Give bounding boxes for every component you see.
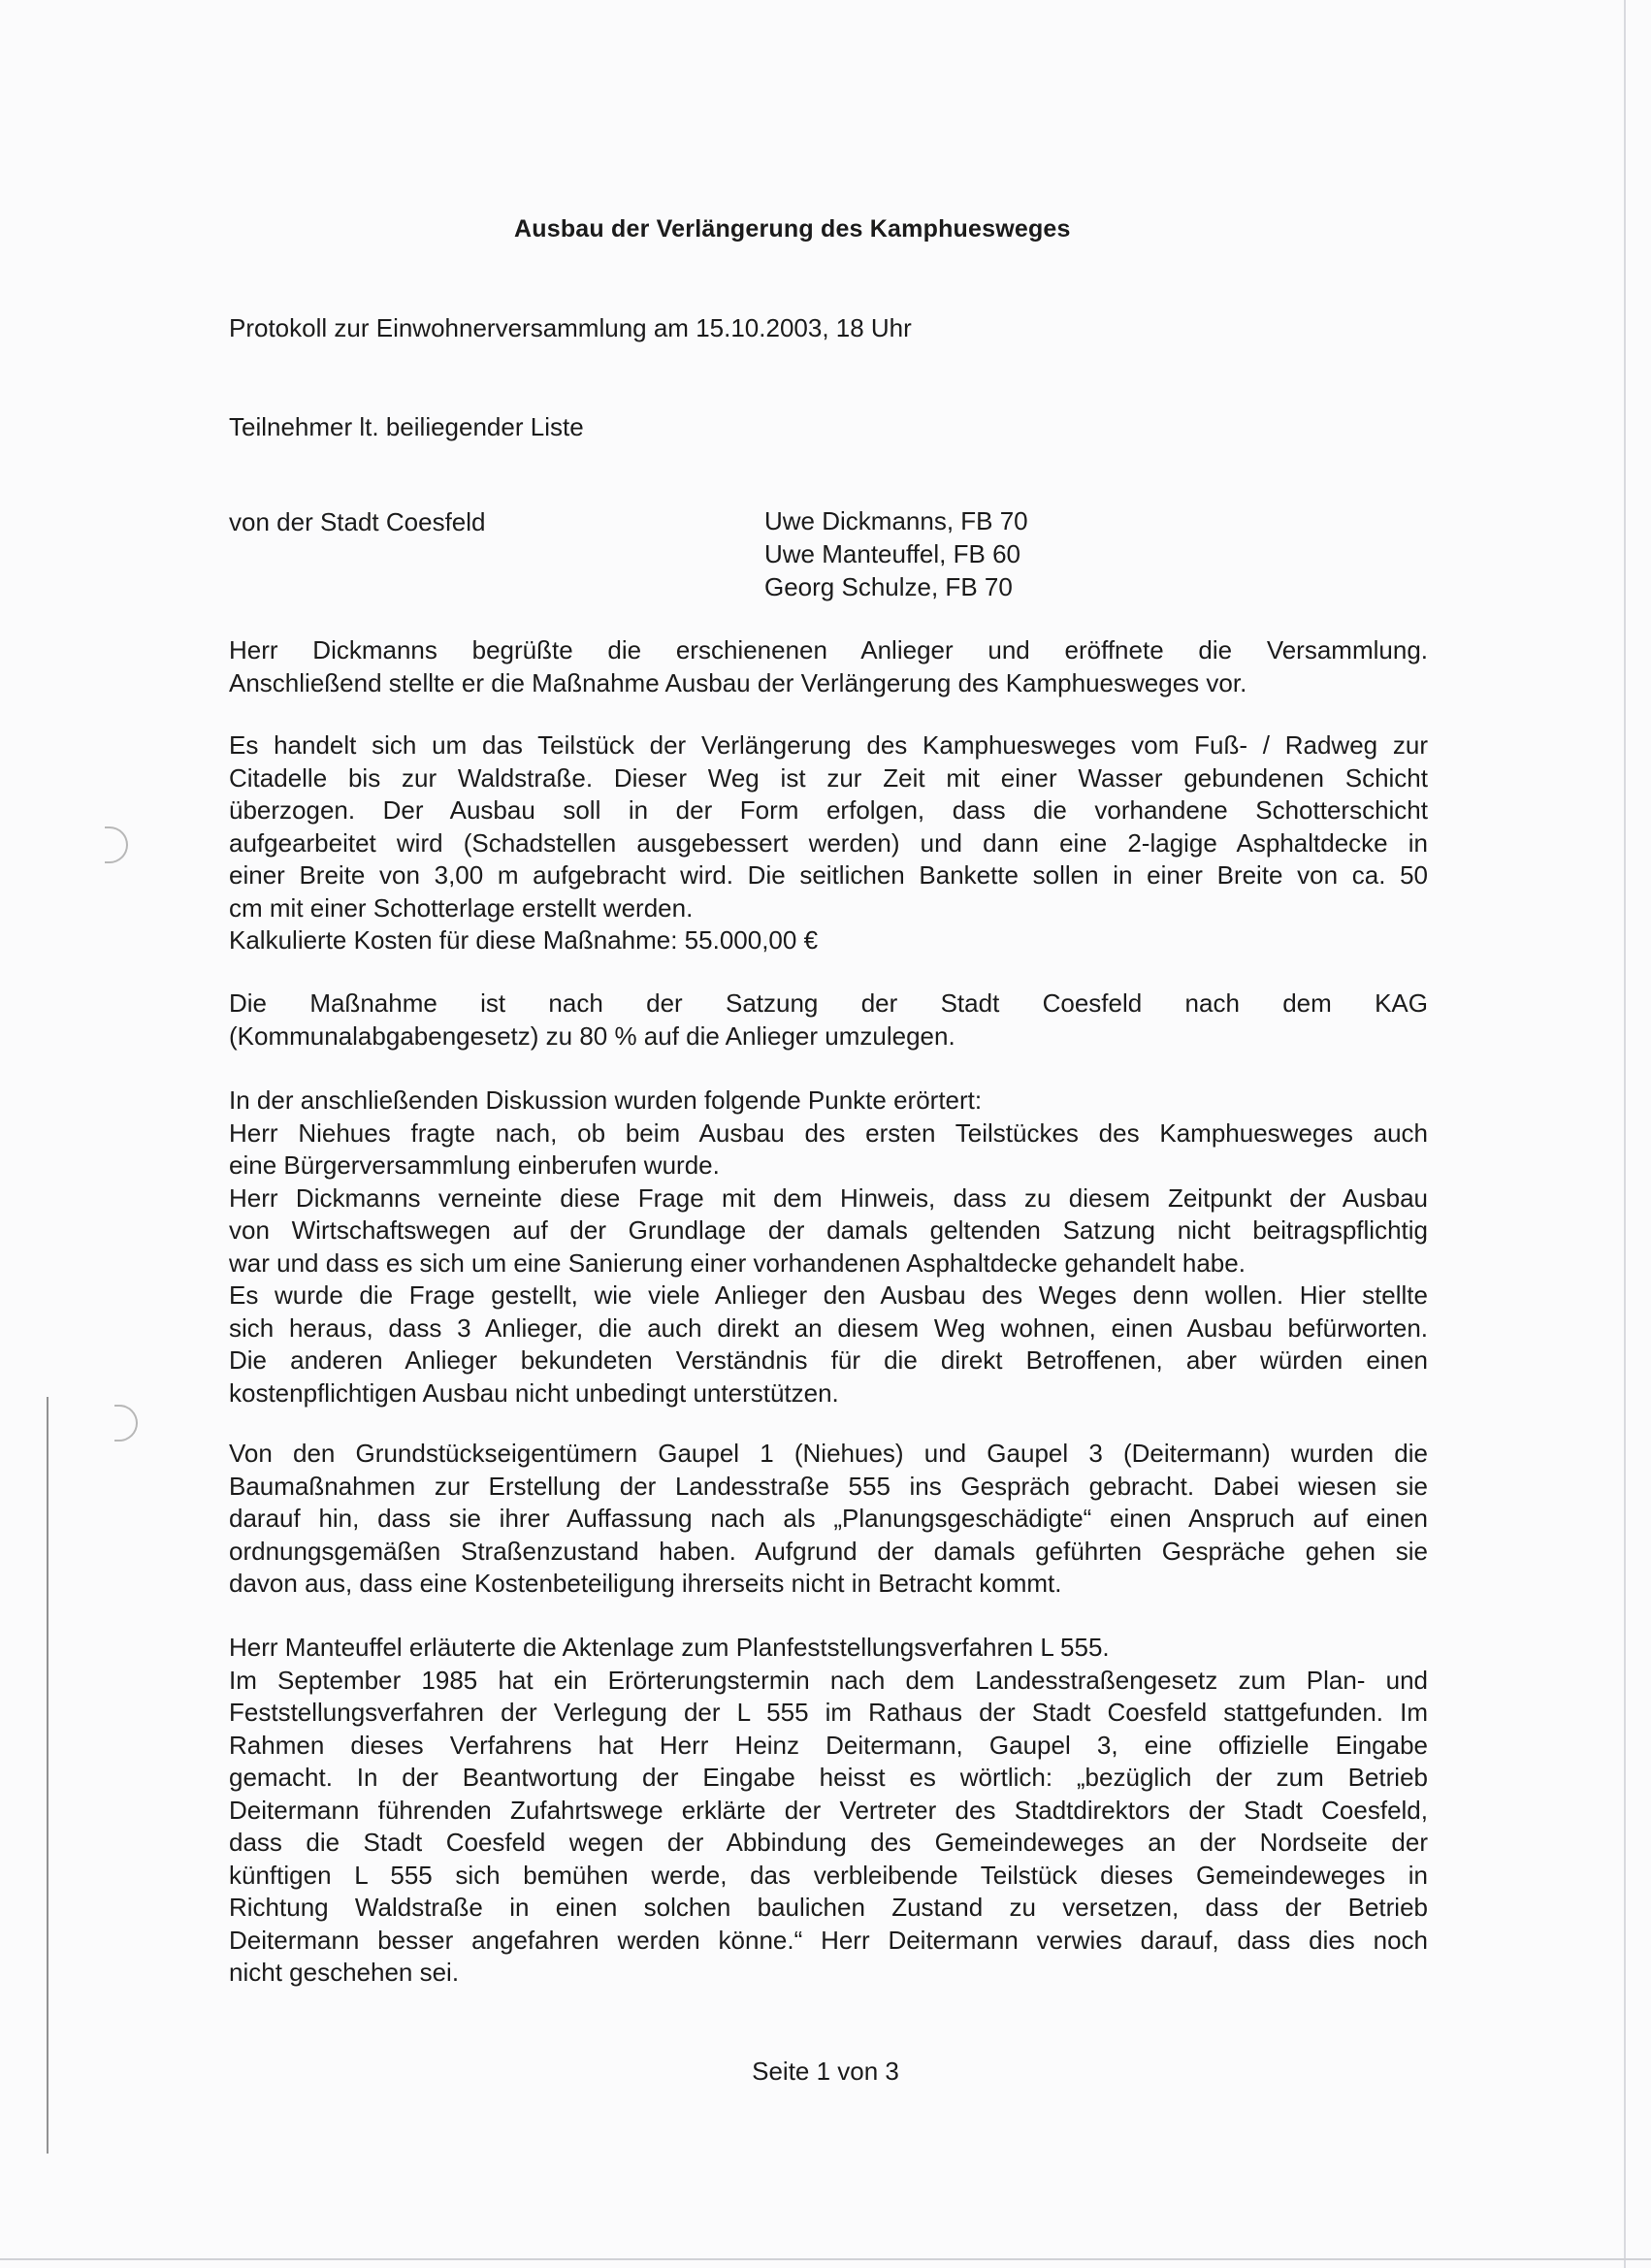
page-number: Seite 1 von 3 bbox=[752, 2057, 899, 2086]
text-line: Rahmen dieses Verfahrens hat Herr Heinz Deitermann, Gaupel 3, eine offizielle Eingabe bbox=[229, 1730, 1428, 1760]
text-line: aufgearbeitet wird (Schadstellen ausgebessert werden) und dann eine 2-lagige Asphaltdecke in bbox=[229, 827, 1428, 858]
organization-label: von der Stadt Coesfeld bbox=[229, 507, 486, 536]
text-line: Herr Manteuffel erläuterte die Aktenlage zum Planfeststellungsverfahren L 555. bbox=[229, 1633, 1110, 1662]
text-line: Herr Dickmanns begrüßte die erschienenen Anlieger und eröffnete die Versammlung. bbox=[229, 635, 1428, 664]
document-title: Ausbau der Verlängerung des Kamphuesweges bbox=[514, 215, 1071, 243]
text-line: Deitermann führenden Zufahrtswege erklärte der Vertreter des Stadtdirektors der Stadt Coesfeld, bbox=[229, 1795, 1428, 1825]
page-edge-bottom bbox=[0, 2258, 1651, 2260]
paragraph-planning-procedure bbox=[229, 1632, 1428, 1990]
text-line: Herr Niehues fragte nach, ob beim Ausbau des ersten Teilstückes des Kamphuesweges auch bbox=[229, 1118, 1428, 1148]
staff-member: Uwe Dickmanns, FB 70 bbox=[764, 506, 1028, 535]
text-line: davon aus, dass eine Kostenbeteiligung ihrerseits nicht in Betracht kommt. bbox=[229, 1569, 1062, 1598]
text-line: von Wirtschaftswegen auf der Grundlage der damals geltenden Satzung nicht beitragspflichtig bbox=[229, 1215, 1428, 1245]
text-line: eine Bürgerversammlung einberufen wurde. bbox=[229, 1150, 720, 1180]
participants-line: Teilnehmer lt. beiliegender Liste bbox=[229, 412, 584, 441]
text-line: künftigen L 555 sich bemühen werde, das verbleibende Teilstück dieses Gemeindeweges in bbox=[229, 1860, 1428, 1890]
paragraph-description bbox=[229, 729, 1428, 957]
staff-member: Georg Schulze, FB 70 bbox=[764, 572, 1013, 601]
text-line: Die anderen Anlieger bekundeten Verständnis für die direkt Betroffenen, aber würden einen bbox=[229, 1345, 1428, 1375]
text-line: Baumaßnahmen zur Erstellung der Landesstraße 555 ins Gespräch gebracht. Dabei wiesen sie bbox=[229, 1471, 1428, 1501]
text-line: Es wurde die Frage gestellt, wie viele Anlieger den Ausbau des Weges denn wollen. Hier stellte bbox=[229, 1280, 1428, 1310]
staff-member: Uwe Manteuffel, FB 60 bbox=[764, 539, 1020, 568]
text-line: (Kommunalabgabengesetz) zu 80 % auf die Anlieger umzulegen. bbox=[229, 1021, 955, 1051]
page-footer bbox=[0, 2057, 1651, 2087]
text-line: Feststellungsverfahren der Verlegung der L 555 im Rathaus der Stadt Coesfeld stattgefunden. Im bbox=[229, 1698, 1428, 1727]
cost-line: Kalkulierte Kosten für diese Maßnahme: 55.000,00 € bbox=[229, 925, 819, 955]
paragraph-discussion bbox=[229, 1085, 1428, 1409]
text-line: Anschließend stellte er die Maßnahme Ausbau der Verlängerung des Kamphuesweges vor. bbox=[229, 667, 1247, 697]
text-line: Im September 1985 hat ein Erörterungstermin nach dem Landesstraßengesetz zum Plan- und bbox=[229, 1665, 1428, 1695]
text-line: Deitermann besser angefahren werden könne.“ Herr Deitermann verwies darauf, dass dies noch bbox=[229, 1925, 1428, 1955]
scan-margin-line bbox=[47, 1397, 49, 2154]
text-line: Von den Grundstückseigentümern Gaupel 1 (Niehues) und Gaupel 3 (Deitermann) wurden die bbox=[229, 1439, 1428, 1468]
text-line: Die Maßnahme ist nach der Satzung der Stadt Coesfeld nach dem KAG bbox=[229, 988, 1428, 1018]
paragraph-statute bbox=[229, 988, 1428, 1053]
text-line: cm mit einer Schotterlage erstellt werden. bbox=[229, 892, 694, 923]
text-line: ordnungsgemäßen Straßenzustand haben. Aufgrund der damals geführten Gespräche gehen sie bbox=[229, 1536, 1428, 1566]
text-line: Es handelt sich um das Teilstück der Verlängerung des Kamphuesweges vom Fuß- / Radweg zur bbox=[229, 730, 1428, 760]
text-line: nicht geschehen sei. bbox=[229, 1958, 460, 1987]
staff-list bbox=[764, 504, 1028, 603]
protocol-line: Protokoll zur Einwohnerversammlung am 15.10.2003, 18 Uhr bbox=[229, 313, 912, 342]
punch-hole-mark bbox=[114, 1405, 138, 1442]
text-line: einer Breite von 3,00 m aufgebracht wird. Die seitlichen Bankette sollen in einer Breite von ca. 50 bbox=[229, 860, 1428, 890]
text-line: dass die Stadt Coesfeld wegen der Abbindung des Gemeindeweges an der Nordseite der bbox=[229, 1828, 1428, 1857]
text-line: Herr Dickmanns verneinte diese Frage mit dem Hinweis, dass zu diesem Zeitpunkt der Ausbau bbox=[229, 1183, 1428, 1213]
text-line: sich heraus, dass 3 Anlieger, die auch direkt an diesem Weg wohnen, einen Ausbau befürworten. bbox=[229, 1312, 1428, 1343]
text-line: Richtung Waldstraße in einen solchen baulichen Zustand zu versetzen, dass der Betrieb bbox=[229, 1893, 1428, 1922]
text-line: gemacht. In der Beantwortung der Eingabe heisst es wörtlich: „bezüglich der zum Betrieb bbox=[229, 1763, 1428, 1792]
text-line: war und dass es sich um eine Sanierung einer vorhandenen Asphaltdecke gehandelt habe. bbox=[229, 1247, 1246, 1278]
text-line: Citadelle bis zur Waldstraße. Dieser Weg ist zur Zeit mit einer Wasser gebundenen Schicht bbox=[229, 762, 1428, 793]
text-line: überzogen. Der Ausbau soll in der Form erfolgen, dass die vorhandene Schotterschicht bbox=[229, 795, 1428, 825]
punch-hole-mark bbox=[105, 826, 128, 863]
paragraph-opening bbox=[229, 634, 1428, 699]
text-line: In der anschließenden Diskussion wurden folgende Punkte erörtert: bbox=[229, 1085, 983, 1115]
text-line: darauf hin, dass sie ihrer Auffassung nach als „Planungsgeschädigte“ einen Anspruch auf einen bbox=[229, 1504, 1428, 1533]
paragraph-landowners bbox=[229, 1438, 1428, 1601]
text-line: kostenpflichtigen Ausbau nicht unbedingt unterstützen. bbox=[229, 1377, 839, 1408]
page-edge-right bbox=[1624, 0, 1626, 2268]
